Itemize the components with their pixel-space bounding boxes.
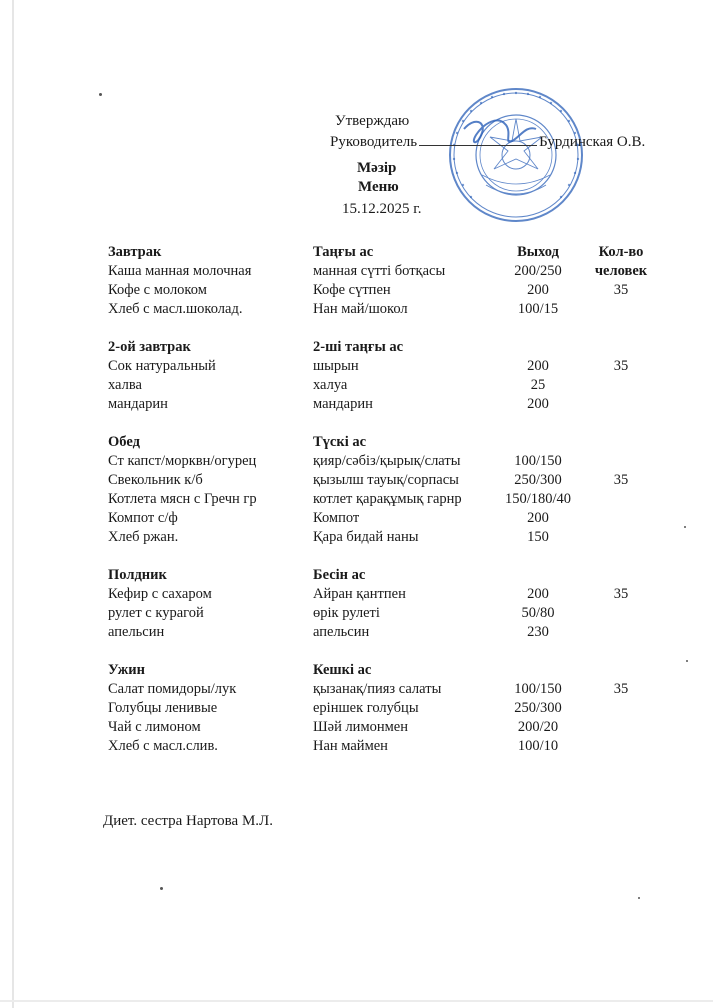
meal-qty: 35 xyxy=(613,681,629,697)
item-kz: Компот xyxy=(313,510,360,526)
meal-qty: 35 xyxy=(613,358,629,374)
meal-qty: 35 xyxy=(613,282,629,298)
item-kz: Нан май/шокол xyxy=(313,301,408,317)
meal-title-ru: Ужин xyxy=(108,662,145,678)
item-output: 200 xyxy=(527,396,549,412)
item-kz: қызанақ/пияз салаты xyxy=(313,681,442,697)
approve-label: Утверждаю xyxy=(335,113,410,129)
item-ru: Сок натуральный xyxy=(108,358,216,374)
meal-title-kz: Түскі ас xyxy=(313,434,367,450)
signature-line xyxy=(419,133,537,146)
meal-title-kz: Кешкі ас xyxy=(313,662,372,678)
item-ru: халва xyxy=(108,377,142,393)
item-ru: Компот с/ф xyxy=(108,510,178,526)
meal-title-ru: Полдник xyxy=(108,567,167,583)
item-ru: мандарин xyxy=(108,396,168,412)
item-ru: Кофе с молоком xyxy=(108,282,207,298)
item-kz: қызылш тауық/сорпасы xyxy=(313,472,459,488)
item-ru: Ст капст/морквн/огурец xyxy=(108,453,257,469)
title-kazakh: Мәзір xyxy=(357,160,397,176)
item-ru: Чай с лимоном xyxy=(108,719,201,735)
item-output: 250/300 xyxy=(514,700,562,716)
page-edge-bottom xyxy=(0,1000,713,1002)
item-ru: Каша манная молочная xyxy=(108,263,252,279)
dietitian-signature: Диет. сестра Нартова М.Л. xyxy=(103,813,273,829)
meal-title-ru: Завтрак xyxy=(108,244,162,260)
item-kz: Айран қантпен xyxy=(313,586,406,602)
meal-title-kz: Таңғы ас xyxy=(313,244,374,260)
item-output: 250/300 xyxy=(514,472,562,488)
column-output xyxy=(493,243,583,756)
seal-stamp xyxy=(446,85,586,225)
item-output: 150 xyxy=(527,529,549,545)
item-kz: Нан маймен xyxy=(313,738,388,754)
scan-speck xyxy=(638,897,640,899)
page-edge-left xyxy=(12,0,14,1008)
item-kz: өрік рулеті xyxy=(313,605,380,621)
item-ru: Голубцы ленивые xyxy=(108,700,218,716)
column-russian xyxy=(108,243,257,756)
column-kazakh xyxy=(313,243,462,756)
meal-title-kz: Бесін ас xyxy=(313,567,366,583)
item-kz: мандарин xyxy=(313,396,373,412)
item-output: 200 xyxy=(527,282,549,298)
item-kz: котлет қарақұмық гарнр xyxy=(313,491,462,507)
item-output: 200/250 xyxy=(514,263,562,279)
item-kz: Кофе сүтпен xyxy=(313,282,391,298)
item-output: 230 xyxy=(527,624,549,640)
column-quantity xyxy=(588,243,654,699)
meal-title-ru: 2-ой завтрак xyxy=(108,339,191,355)
title-russian: Меню xyxy=(358,179,399,195)
item-ru: Хлеб с масл.шоколад. xyxy=(108,301,243,317)
item-output: 100/150 xyxy=(514,681,562,697)
item-kz: апельсин xyxy=(313,624,370,640)
item-ru: Хлеб с масл.слив. xyxy=(108,738,218,754)
item-ru: Свекольник к/б xyxy=(108,472,203,488)
item-output: 25 xyxy=(530,377,546,393)
item-kz: қияр/сәбіз/қырық/слаты xyxy=(313,453,461,469)
item-output: 200 xyxy=(527,510,549,526)
director-name: Бурдинская О.В. xyxy=(539,134,646,150)
director-label: Руководитель xyxy=(330,134,418,150)
item-kz: Шәй лимонмен xyxy=(313,719,409,735)
scan-speck xyxy=(686,660,688,662)
item-kz: Қара бидай наны xyxy=(313,529,419,545)
scan-speck xyxy=(160,887,163,890)
item-ru: Кефир с сахаром xyxy=(108,586,212,602)
item-kz: ерiншек голубцы xyxy=(313,700,419,716)
meal-qty: 35 xyxy=(613,472,629,488)
scan-speck xyxy=(684,526,686,528)
item-output: 100/10 xyxy=(517,738,559,754)
item-output: 150/180/40 xyxy=(504,491,572,507)
scan-speck xyxy=(99,93,102,96)
item-kz: халуа xyxy=(313,377,348,393)
director-line xyxy=(330,133,645,151)
item-output: 50/80 xyxy=(521,605,555,621)
item-ru: Салат помидоры/лук xyxy=(108,681,237,697)
output-header: Выход xyxy=(517,244,559,260)
menu-date: 15.12.2025 г. xyxy=(342,201,422,217)
item-kz: шырын xyxy=(313,358,359,374)
item-kz: манная сүтті ботқасы xyxy=(313,263,446,279)
meal-qty: 35 xyxy=(613,586,629,602)
item-ru: апельсин xyxy=(108,624,165,640)
item-ru: Котлета мясн с Гречн гр xyxy=(108,491,257,507)
item-output: 200 xyxy=(527,586,549,602)
item-output: 200 xyxy=(527,358,549,374)
qty-header-line1: Кол-во xyxy=(598,244,644,260)
meal-title-kz: 2-ші таңғы ас xyxy=(313,339,404,355)
item-output: 200/20 xyxy=(517,719,559,735)
item-ru: Хлеб ржан. xyxy=(108,529,179,545)
item-output: 100/150 xyxy=(514,453,562,469)
item-output: 100/15 xyxy=(517,301,559,317)
meal-title-ru: Обед xyxy=(108,434,140,450)
qty-header-line2: человек xyxy=(594,263,648,279)
item-ru: рулет с курагой xyxy=(108,605,204,621)
